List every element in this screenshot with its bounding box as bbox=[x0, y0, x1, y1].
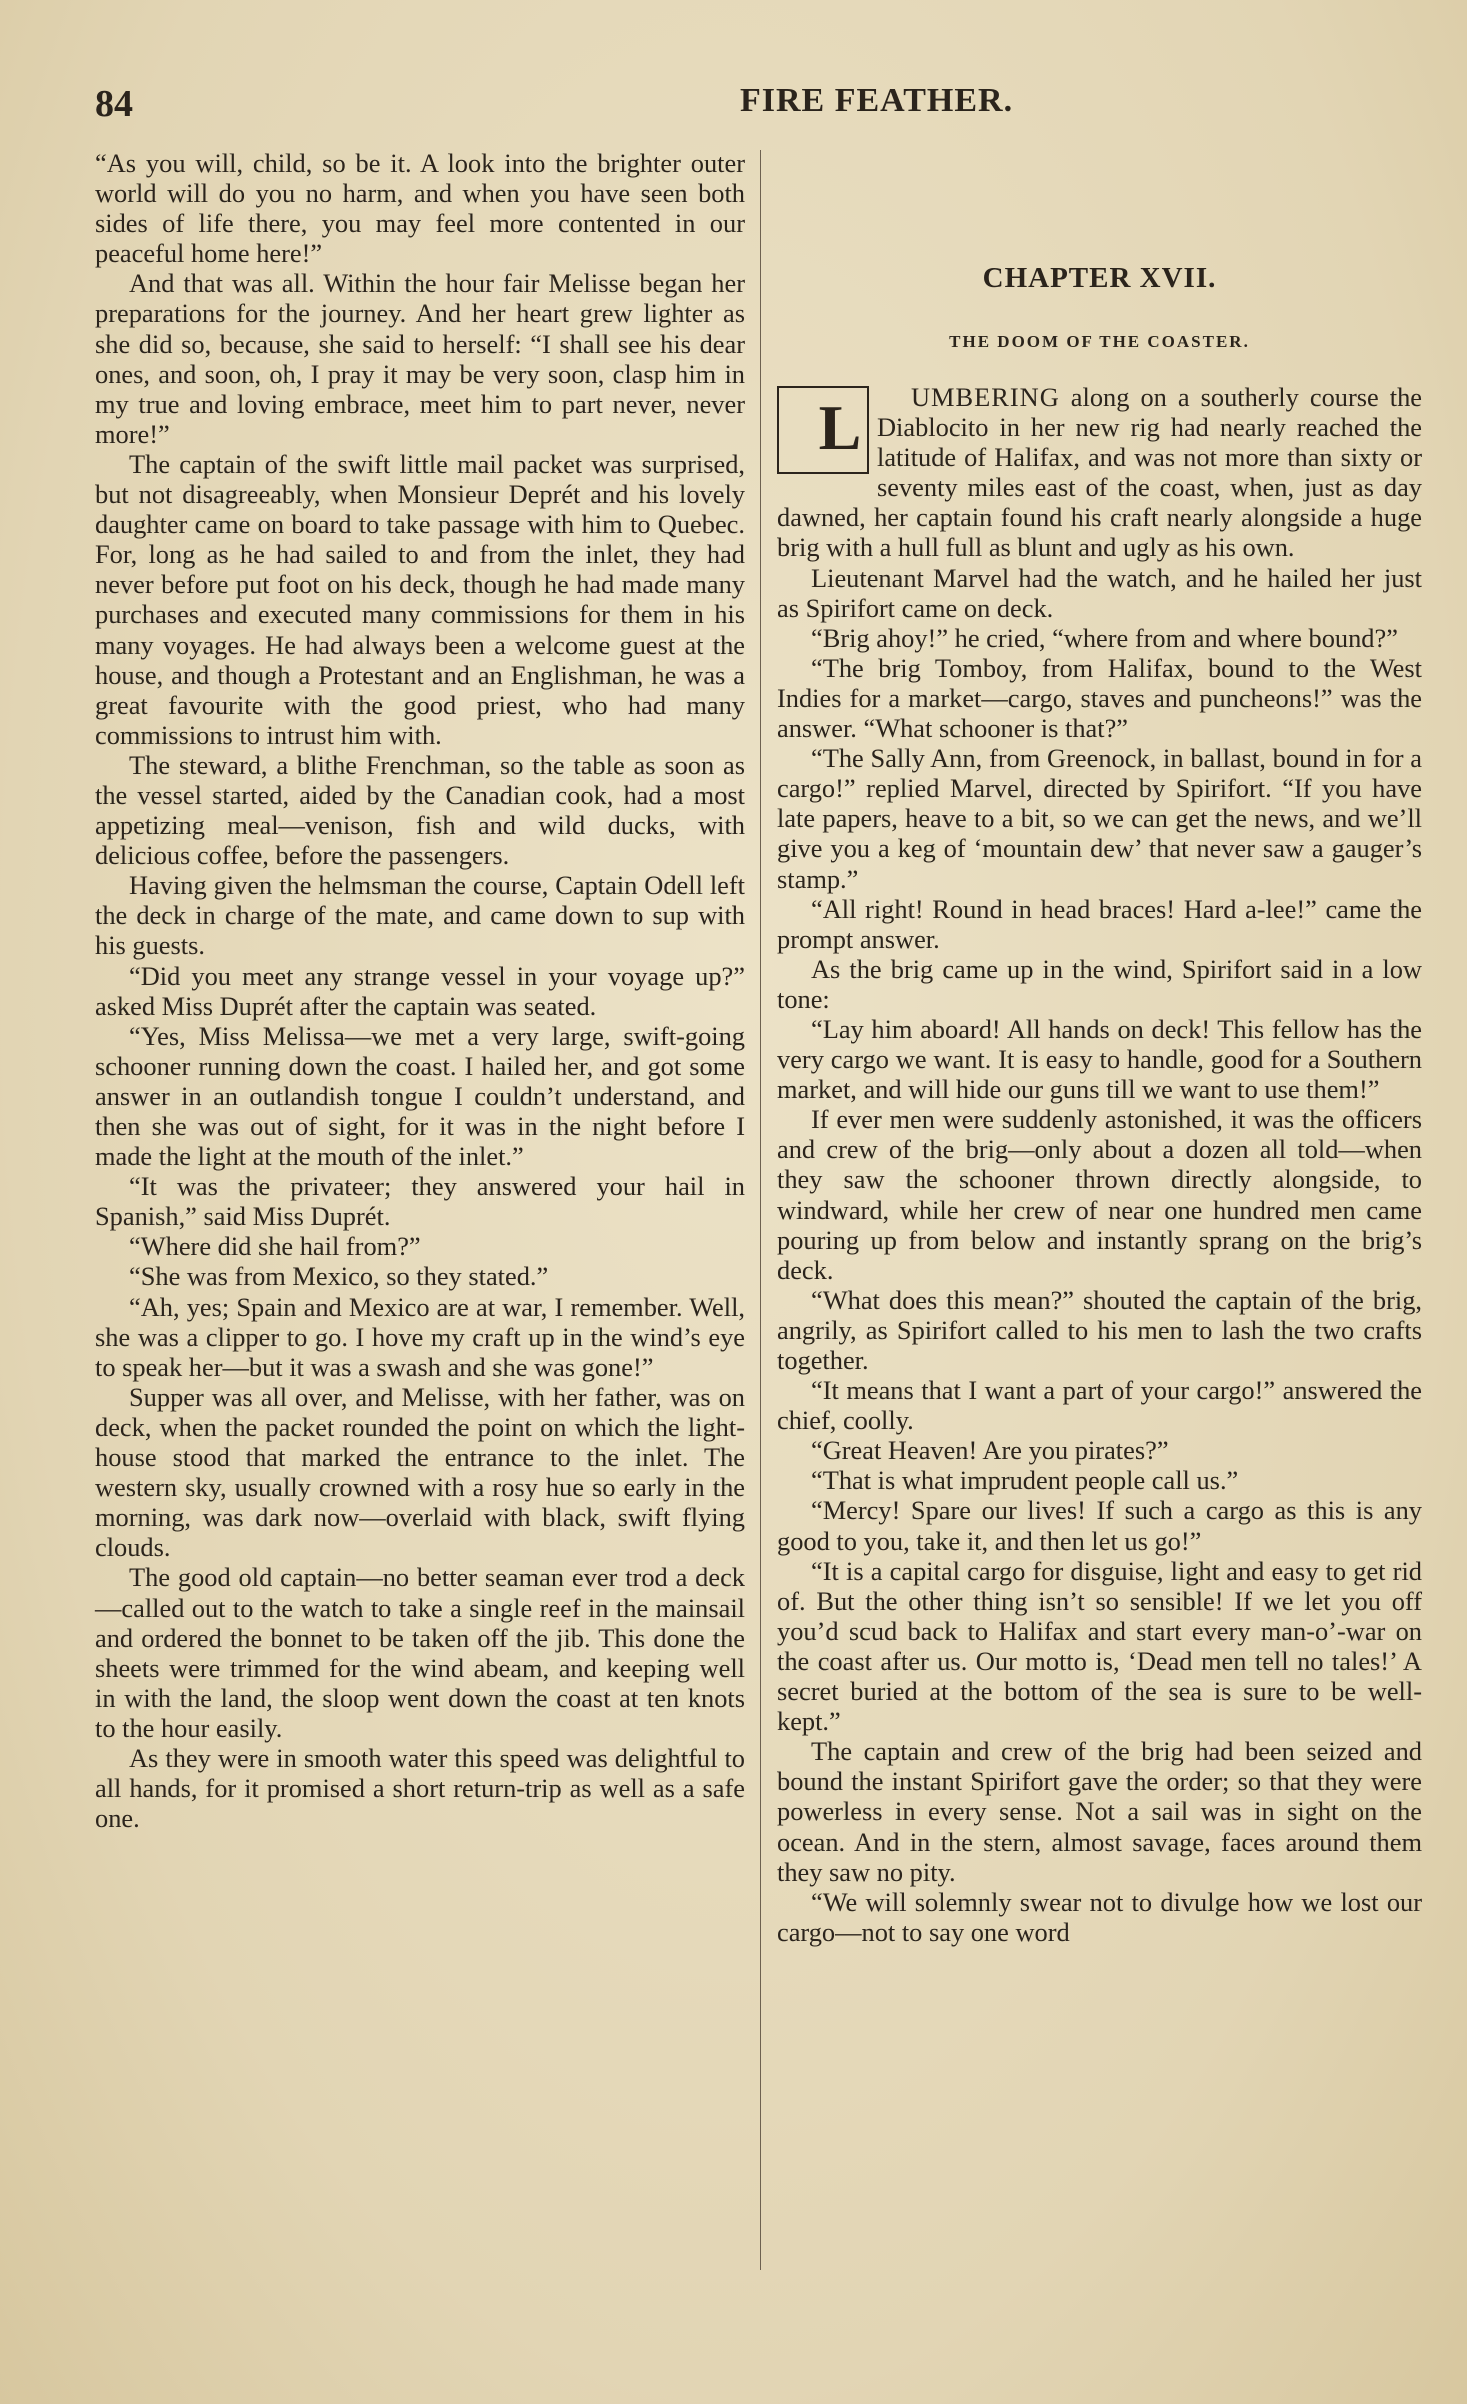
paragraph: “We will solemnly swear not to divulge how we lost our cargo—not to say one word bbox=[777, 1886, 1422, 1947]
paragraph: “It means that I want a part of your cargo!” answered the chief, coolly. bbox=[777, 1375, 1422, 1436]
paragraph: The good old captain—no better seaman ever trod a deck—called out to the watch to take a single reef in the mainsail and ordered the bonnet to be taken off the jib. This done the sheets were trimmed for the wind abeam, and keeping well in with the land, the sloop went down the coast at ten knots to the hour easily. bbox=[95, 1562, 745, 1743]
paragraph: “What does this mean?” shouted the captain of the brig, angrily, as Spirifort called to his men to lash the two crafts together. bbox=[777, 1284, 1422, 1375]
running-title: FIRE FEATHER. bbox=[740, 82, 1014, 119]
paragraph: The steward, a blithe Frenchman, so the table as soon as the vessel started, aided by the Canadian cook, had a most appetizing meal—venison, fish and wild ducks, with delicious coffee, before the passengers. bbox=[95, 749, 745, 871]
paragraph: Lieutenant Marvel had the watch, and he hailed her just as Spirifort came on deck. bbox=[777, 562, 1422, 623]
right-column bbox=[777, 382, 1422, 1947]
column-divider bbox=[760, 150, 761, 2270]
paragraph: And that was all. Within the hour fair Melisse began her preparations for the journey. And her heart grew lighter as she did so, because, she said to herself: “I shall see his dear ones, and soon, oh, I pray it may be very soon, clasp him in my true and loving embrace, meet him to part never, never more!” bbox=[95, 268, 745, 449]
page-header bbox=[95, 82, 1425, 132]
chapter-opening-paragraph bbox=[777, 382, 1422, 563]
paragraph: “Yes, Miss Melissa—we met a very large, swift-going schooner running down the coast. I hailed her, and got some answer in an outlandish tongue I couldn’t understand, and then she was out of sight, for it was in the night before I made the light at the mouth of the inlet.” bbox=[95, 1020, 745, 1172]
paragraph: Supper was all over, and Melisse, with her father, was on deck, when the packet rounded the point on which the light-house stood that marked the entrance to the inlet. The western sky, usually crowned with a rosy hue so early in the morning, was dark now—overlaid with black, swift flying clouds. bbox=[95, 1381, 745, 1563]
paragraph: If ever men were suddenly astonished, it was the officers and crew of the brig—only about a dozen all told—when they saw the schooner thrown directly alongside, to windward, while her crew of near one hundred men came pouring up from below and instantly sprang on the brig’s deck. bbox=[777, 1104, 1422, 1285]
drop-cap: L bbox=[777, 386, 869, 474]
paragraph: “Where did she hail from?” bbox=[129, 1231, 421, 1262]
paragraph: “The Sally Ann, from Greenock, in ballast, bound in for a cargo!” replied Marvel, directed by Spirifort. “If you have late papers, heave to a bit, so we can get the news, and we’ll give you a keg of ‘mountain dew’ that never saw a gauger’s stamp.” bbox=[777, 743, 1422, 894]
paragraph: “Ah, yes; Spain and Mexico are at war, I remember. Well, she was a clipper to go. I hove my craft up in the wind’s eye to speak her—but it was a swash and she was gone!” bbox=[95, 1291, 745, 1382]
paragraph: As they were in smooth water this speed was delightful to all hands, for it promised a short return-trip as well as a safe one. bbox=[95, 1742, 745, 1834]
paragraph: “The brig Tomboy, from Halifax, bound to the West Indies for a market—cargo, staves and puncheons!” was the answer. “What schooner is that?” bbox=[777, 652, 1422, 744]
chapter-subtitle: THE DOOM OF THE COASTER. bbox=[949, 332, 1250, 351]
paragraph: “She was from Mexico, so they stated.” bbox=[129, 1261, 549, 1292]
paragraph: “Great Heaven! Are you pirates?” bbox=[811, 1435, 1169, 1466]
paragraph: “It was the privateer; they answered your hail in Spanish,” said Miss Duprét. bbox=[95, 1171, 745, 1232]
page-number: 84 bbox=[95, 83, 133, 125]
opening-text: along on a southerly course the Diablocito in her new rig had nearly reached the latitude of Halifax, and was not more than sixty or seventy miles east of the coast, when, just as day dawned, her captain found his craft nearly alongside a huge brig with a hull full as blunt and ugly as his own. bbox=[777, 382, 1422, 563]
left-column bbox=[95, 148, 745, 1833]
paragraph: “Mercy! Spare our lives! If such a cargo as this is any good to you, take it, and then let us go!” bbox=[777, 1495, 1422, 1556]
paragraph: The captain of the swift little mail packet was surprised, but not disagreeably, when Monsieur Deprét and his lovely daughter came on board to take passage with him to Quebec. For, long as he had sailed to and from the inlet, they had never before put foot on his deck, though he had made many purchases and executed many commissions for them in his many voyages. He had always been a welcome guest at the house, and though a Protestant and an Englishman, he was a great favourite with the good priest, who had many commissions to intrust him with. bbox=[95, 448, 745, 750]
paragraph: The captain and crew of the brig had been seized and bound the instant Spirifort gave the order; so that they were powerless in every sense. Not a sail was in sight on the ocean. And in the stern, almost savage, faces around them they saw no pity. bbox=[777, 1736, 1422, 1887]
paragraph: “It is a capital cargo for disguise, light and easy to get rid of. But the other thing isn’t so sensible! If we let you off you’d scud back to Halifax and start every man-o’-war on the coast after us. Our motto is, ‘Dead men tell no tales!’ A secret buried at the bottom of the sea is sure to be well-kept.” bbox=[777, 1555, 1422, 1737]
paragraph: “That is what imprudent people call us.” bbox=[811, 1465, 1239, 1496]
paragraph: “All right! Round in head braces! Hard a-lee!” came the prompt answer. bbox=[777, 893, 1422, 954]
paragraph: As the brig came up in the wind, Spirifort said in a low tone: bbox=[777, 953, 1422, 1014]
paragraph: “Lay him aboard! All hands on deck! This fellow has the very cargo we want. It is easy to handle, good for a Southern market, and will hide our guns till we want to use them!” bbox=[777, 1013, 1422, 1105]
lead-word: UMBERING bbox=[911, 382, 1060, 412]
chapter-title: CHAPTER XVII. bbox=[982, 262, 1217, 294]
paragraph: “As you will, child, so be it. A look into the brighter outer world will do you no harm, and when you have seen both sides of life there, you may feel more contented in our peaceful home here!” bbox=[95, 148, 745, 269]
paragraph: “Did you meet any strange vessel in your voyage up?” asked Miss Duprét after the captain was seated. bbox=[95, 960, 745, 1021]
paragraph: “Brig ahoy!” he cried, “where from and where bound?” bbox=[811, 622, 1398, 653]
paragraph: Having given the helmsman the course, Captain Odell left the deck in charge of the mate, and came down to sup with his guests. bbox=[95, 870, 745, 961]
